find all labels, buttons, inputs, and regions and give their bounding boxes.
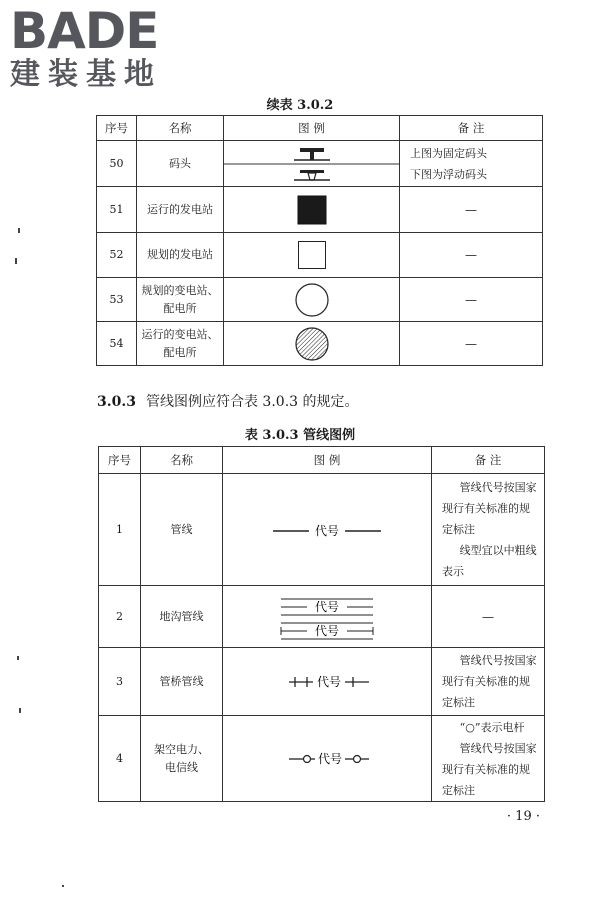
table-row [99, 586, 545, 648]
row-remark: — [400, 322, 543, 366]
dock-icon [224, 141, 400, 187]
table-row [99, 716, 545, 802]
remark-line: 定标注 [442, 783, 475, 797]
table2-header-remark: 备 注 [432, 447, 545, 474]
row-seq: 51 [97, 187, 137, 233]
overhead-line-icon [223, 716, 432, 802]
remark-line: 管线代号按国家 [459, 654, 537, 667]
remark-line: 现行有关标准的规 [442, 502, 530, 515]
empty-square-icon [224, 233, 400, 278]
remark-line: “○”表示电杆 [459, 720, 525, 734]
row-seq: 4 [99, 716, 141, 802]
empty-circle-icon [224, 278, 400, 322]
row-remark [432, 648, 545, 716]
table2 [98, 446, 545, 802]
name-line: 规划的变电站、 [141, 283, 219, 297]
row-name [137, 322, 224, 366]
name-line: 架空电力、 [154, 742, 209, 756]
row-remark [400, 141, 543, 187]
row-remark: — [400, 233, 543, 278]
code-label: 代号 [317, 751, 343, 766]
table2-caption: 表 3.0.3 管线图例 [244, 428, 356, 443]
remark-line: 线型宜以中粗线 [459, 544, 537, 557]
remark-line: 现行有关标准的规 [442, 675, 530, 688]
code-label: 代号 [314, 523, 340, 538]
page-number: · 19 · [506, 809, 540, 824]
clause-number: 3.0.3 [97, 394, 136, 410]
pipeline-line-icon [223, 474, 432, 586]
table2-header-name: 名称 [141, 447, 223, 474]
remark-line: 定标注 [442, 696, 475, 709]
row-remark [432, 474, 545, 586]
table-row [99, 474, 545, 586]
remark-line: 上图为固定码头 [410, 146, 487, 160]
bridge-pipeline-icon [223, 648, 432, 716]
row-seq: 2 [99, 586, 141, 648]
code-label: 代号 [314, 623, 340, 638]
table1-header-name: 名称 [137, 116, 224, 141]
clause-text: 管线图例应符合表 3.0.3 的规定。 [145, 394, 359, 410]
table1-header-seq: 序号 [97, 116, 137, 141]
code-label: 代号 [314, 599, 340, 614]
row-seq: 52 [97, 233, 137, 278]
logo [10, 2, 185, 92]
table-row [97, 233, 543, 278]
row-name: 管线 [141, 474, 223, 586]
scan-speck [15, 258, 17, 264]
row-name [137, 278, 224, 322]
trench-pipeline-icon [223, 586, 432, 648]
table1-header-remark: 备 注 [400, 116, 543, 141]
table2-header-legend: 图 例 [223, 447, 432, 474]
code-label: 代号 [316, 674, 342, 689]
scan-speck [19, 708, 21, 713]
table-row [97, 141, 543, 187]
row-remark: — [400, 278, 543, 322]
row-name [141, 716, 223, 802]
name-line: 配电所 [163, 345, 197, 359]
remark-line: 定标注 [442, 523, 475, 536]
row-remark: — [400, 187, 543, 233]
table-row [97, 322, 543, 366]
row-seq: 1 [99, 474, 141, 586]
remark-line: 管线代号按国家 [459, 741, 537, 755]
remark-line: 现行有关标准的规 [442, 762, 530, 776]
table1 [96, 115, 543, 366]
filled-square-icon [224, 187, 400, 233]
table-row [97, 278, 543, 322]
logo-sub-text: 建装基地 [10, 57, 162, 92]
row-name: 管桥管线 [141, 648, 223, 716]
scan-speck [17, 656, 19, 660]
row-name: 规划的发电站 [137, 233, 224, 278]
clause-3-0-3 [97, 391, 359, 411]
row-name: 运行的发电站 [137, 187, 224, 233]
remark-line: 管线代号按国家 [459, 481, 537, 494]
row-name: 地沟管线 [141, 586, 223, 648]
logo-main-text: BADE [10, 2, 159, 60]
scan-speck [62, 885, 64, 887]
remark-line: 表示 [442, 565, 464, 578]
name-line: 运行的变电站、 [141, 327, 219, 341]
table-row [99, 648, 545, 716]
row-name: 码头 [137, 141, 224, 187]
table1-caption: 续表 3.0.2 [266, 98, 334, 113]
row-seq: 50 [97, 141, 137, 187]
table1-header-row [97, 116, 543, 141]
table2-header-row [99, 447, 545, 474]
row-seq: 53 [97, 278, 137, 322]
remark-line: 下图为浮动码头 [410, 167, 487, 181]
table2-header-seq: 序号 [99, 447, 141, 474]
name-line: 配电所 [163, 301, 197, 315]
scan-speck [18, 228, 20, 233]
hatched-circle-icon [224, 322, 400, 366]
name-line: 电信线 [165, 760, 198, 774]
row-seq: 54 [97, 322, 137, 366]
table-row [97, 187, 543, 233]
row-remark [432, 716, 545, 802]
row-remark: — [432, 586, 545, 648]
table1-header-legend: 图 例 [224, 116, 400, 141]
row-seq: 3 [99, 648, 141, 716]
